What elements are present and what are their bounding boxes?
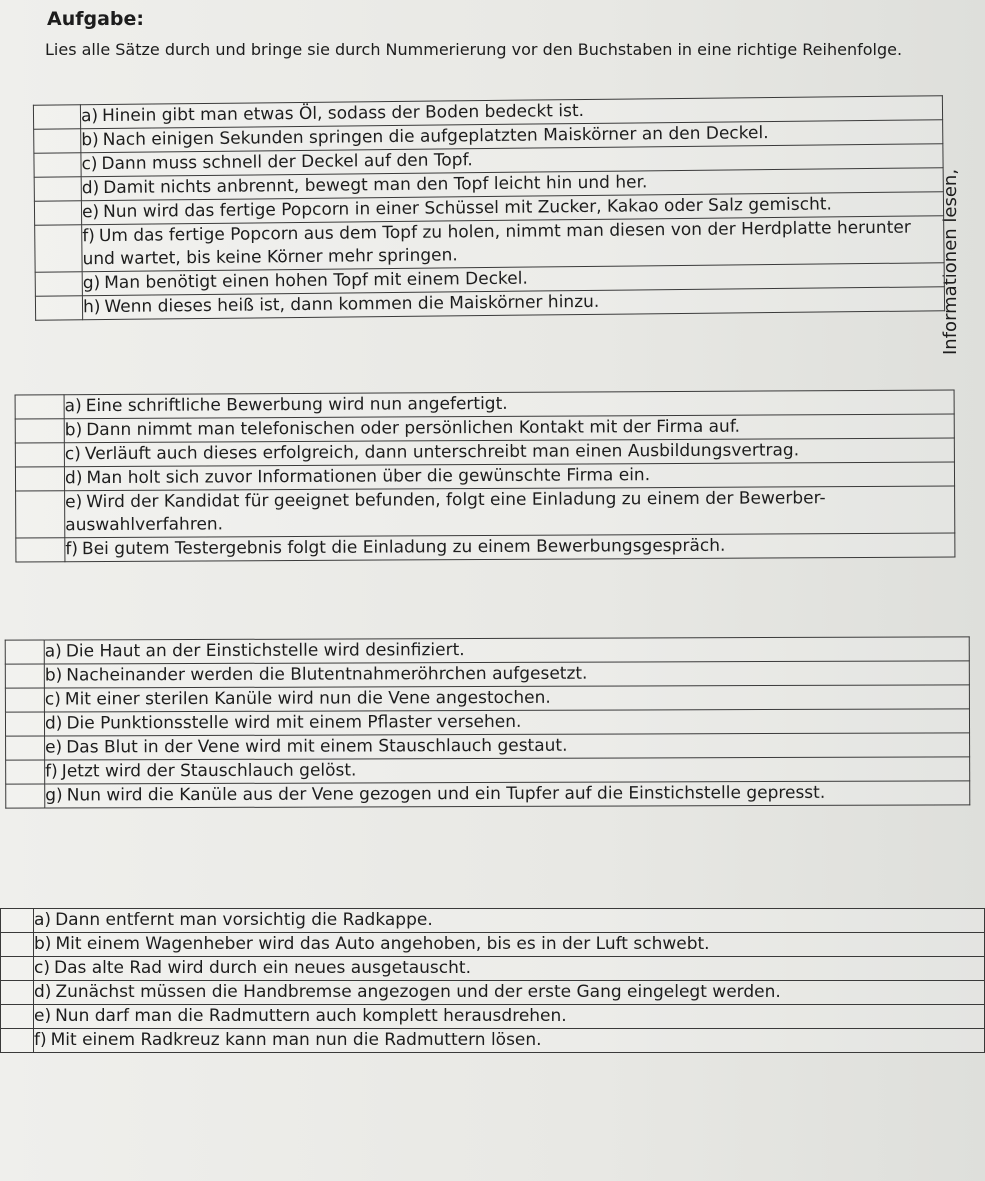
- sentence-cell: [45, 781, 970, 808]
- sentence-label: h): [82, 297, 101, 318]
- sentence-label: c): [34, 958, 50, 978]
- number-input-cell[interactable]: [15, 467, 64, 491]
- number-input-cell[interactable]: [6, 784, 45, 808]
- sentence-cell: [45, 733, 970, 760]
- table-row: [5, 661, 969, 688]
- sentence-text: Dann nimmt man telefonischen oder persönlichen Kontakt mit der Firma auf.: [86, 416, 741, 441]
- table-row: [16, 533, 955, 562]
- sentence-label: a): [34, 910, 52, 930]
- table-row: [6, 781, 970, 808]
- sentence-text: Mit einem Wagenheber wird das Auto angehoben, bis es in der Luft schwebt.: [55, 934, 710, 954]
- sentence-label: a): [44, 641, 62, 662]
- sentence-cell: [44, 685, 969, 712]
- number-input-cell[interactable]: [1, 981, 34, 1005]
- table-row: [1, 1029, 985, 1053]
- sentence-text: Mit einer sterilen Kanüle wird nun die Vene angestochen.: [64, 687, 551, 710]
- sentence-text: Nun wird das fertige Popcorn in einer Schüssel mit Zucker, Kakao oder Salz gemischt.: [103, 194, 832, 223]
- sentence-cell: [65, 533, 955, 562]
- sentence-text: Hinein gibt man etwas Öl, sodass der Boden bedeckt ist.: [101, 101, 585, 127]
- sentence-text: Eine schriftliche Bewerbung wird nun angefertigt.: [85, 393, 508, 417]
- task-title: Aufgabe:: [47, 8, 145, 30]
- sentence-text: Die Punktionsstelle wird mit einem Pflaster versehen.: [66, 711, 522, 734]
- sentence-label: c): [64, 444, 81, 465]
- sentence-text: Zunächst müssen die Handbremse angezogen und der erste Gang eingelegt werden.: [55, 982, 781, 1002]
- number-input-cell[interactable]: [1, 1029, 34, 1053]
- sentence-label: c): [44, 689, 61, 710]
- number-input-cell[interactable]: [35, 272, 82, 296]
- sentence-label: b): [81, 130, 99, 151]
- table-row: [5, 709, 969, 736]
- sentence-text: Dann entfernt man vorsichtig die Radkappe.: [55, 910, 433, 930]
- sentence-text: Nacheinander werden die Blutentnahmeröhrchen aufgesetzt.: [66, 663, 588, 686]
- sentence-text: Bei gutem Testergebnis folgt die Einladung zu einem Bewerbungsgespräch.: [81, 535, 726, 560]
- number-input-cell[interactable]: [1, 1005, 34, 1029]
- table-row: [1, 957, 985, 981]
- sentence-cell: [44, 709, 969, 736]
- number-input-cell[interactable]: [34, 201, 81, 225]
- task-instruction: Lies alle Sätze durch und bringe sie durch Nummerierung vor den Buchstaben in eine richtige Reihenfolge.: [45, 40, 903, 59]
- number-input-cell[interactable]: [1, 933, 34, 957]
- sentence-label: c): [81, 154, 98, 175]
- sentence-cell: [34, 1005, 985, 1029]
- sentence-text: Dann muss schnell der Deckel auf den Topf.: [101, 150, 473, 175]
- sentence-cell: [34, 957, 985, 981]
- sentence-text: Um das fertige Popcorn aus dem Topf zu holen, nimmt man diesen von der Herdplatte herunter und wartet, bis keine Körner mehr springen.: [82, 217, 911, 270]
- sentence-label: b): [44, 665, 63, 686]
- exercise-table-4: [0, 908, 985, 1053]
- number-input-cell[interactable]: [34, 153, 81, 177]
- sentence-label: e): [65, 492, 83, 513]
- sentence-text: Mit einem Radkreuz kann man nun die Radmuttern lösen.: [50, 1030, 542, 1050]
- number-input-cell[interactable]: [5, 712, 44, 736]
- exercise-table-3: [5, 636, 971, 808]
- number-input-cell[interactable]: [16, 491, 65, 538]
- number-input-cell[interactable]: [1, 957, 34, 981]
- number-input-cell[interactable]: [5, 640, 44, 664]
- sentence-text: Die Haut an der Einstichstelle wird desinfiziert.: [65, 640, 465, 662]
- sentence-text: Man holt sich zuvor Informationen über die gewünschte Firma ein.: [86, 465, 651, 489]
- sentence-text: Nun wird die Kanüle aus der Vene gezogen und ein Tupfer auf die Einstichstelle gepresst.: [66, 782, 826, 806]
- sentence-label: a): [64, 396, 82, 417]
- sentence-text: Nach einigen Sekunden springen die aufgeplatzten Maiskörner an den Deckel.: [102, 123, 769, 151]
- table-row: [5, 685, 969, 712]
- table-row: [6, 757, 970, 784]
- sentence-cell: [65, 486, 955, 538]
- table-row: [16, 486, 955, 538]
- number-input-cell[interactable]: [5, 688, 44, 712]
- sentence-label: a): [80, 106, 99, 127]
- table-row: [1, 909, 985, 933]
- sentence-label: d): [34, 982, 52, 1002]
- task-header: [45, 8, 925, 61]
- side-text: Informationen lesen,: [940, 168, 961, 355]
- sentence-label: d): [64, 468, 83, 489]
- exercise-table-2: [15, 390, 956, 563]
- number-input-cell[interactable]: [35, 225, 82, 272]
- sentence-label: e): [45, 737, 63, 758]
- sentence-cell: [34, 1029, 985, 1053]
- number-input-cell[interactable]: [16, 538, 65, 562]
- sentence-cell: [44, 661, 969, 688]
- number-input-cell[interactable]: [34, 129, 81, 153]
- sentence-label: f): [82, 226, 96, 247]
- sentence-text: Das alte Rad wird durch ein neues ausgetauscht.: [53, 958, 471, 978]
- sentence-text: Nun darf man die Radmuttern auch komplett herausdrehen.: [55, 1006, 567, 1026]
- sentence-text: Wenn dieses heiß ist, dann kommen die Maiskörner hinzu.: [104, 291, 600, 318]
- table-row: [1, 1005, 985, 1029]
- sentence-label: e): [81, 202, 100, 223]
- sentence-label: b): [64, 420, 83, 441]
- number-input-cell[interactable]: [35, 296, 82, 320]
- sentence-cell: [44, 637, 969, 664]
- number-input-cell[interactable]: [15, 395, 64, 419]
- sentence-cell: [45, 757, 970, 784]
- number-input-cell[interactable]: [15, 443, 64, 467]
- sentence-text: Verläuft auch dieses erfolgreich, dann unterschreibt man einen Ausbildungsvertrag.: [84, 440, 800, 465]
- number-input-cell[interactable]: [33, 105, 80, 129]
- sentence-cell: [34, 933, 985, 957]
- sentence-label: g): [45, 785, 63, 806]
- exercise-table-1: [33, 95, 945, 321]
- table-row: [5, 637, 969, 664]
- number-input-cell[interactable]: [34, 177, 81, 201]
- sentence-label: g): [82, 273, 101, 294]
- sentence-text: Damit nichts anbrennt, bewegt man den Topf leicht hin und her.: [103, 172, 648, 199]
- sentence-label: b): [34, 934, 52, 954]
- table-row: [1, 981, 985, 1005]
- sentence-label: f): [34, 1030, 47, 1050]
- sentence-cell: [34, 981, 985, 1005]
- sentence-text: Wird der Kandidat für geeignet befunden, folgt eine Einladung zu einem der Bewerber-auswahlverfahren.: [65, 488, 826, 536]
- number-input-cell[interactable]: [6, 760, 45, 784]
- sentence-text: Das Blut in der Vene wird mit einem Stauschlauch gestaut.: [66, 735, 568, 758]
- number-input-cell[interactable]: [1, 909, 34, 933]
- table-row: [6, 733, 970, 760]
- sentence-label: e): [34, 1006, 52, 1026]
- sentence-cell: [34, 909, 985, 933]
- sentence-text: Man benötigt einen hohen Topf mit einem Deckel.: [104, 268, 528, 294]
- number-input-cell[interactable]: [5, 664, 44, 688]
- table-row: [1, 933, 985, 957]
- sentence-label: d): [81, 178, 100, 199]
- sentence-label: d): [44, 713, 63, 734]
- sentence-label: f): [45, 761, 58, 782]
- number-input-cell[interactable]: [6, 736, 45, 760]
- sentence-text: Jetzt wird der Stauschlauch gelöst.: [61, 760, 357, 782]
- number-input-cell[interactable]: [15, 419, 64, 443]
- sentence-label: f): [65, 539, 79, 560]
